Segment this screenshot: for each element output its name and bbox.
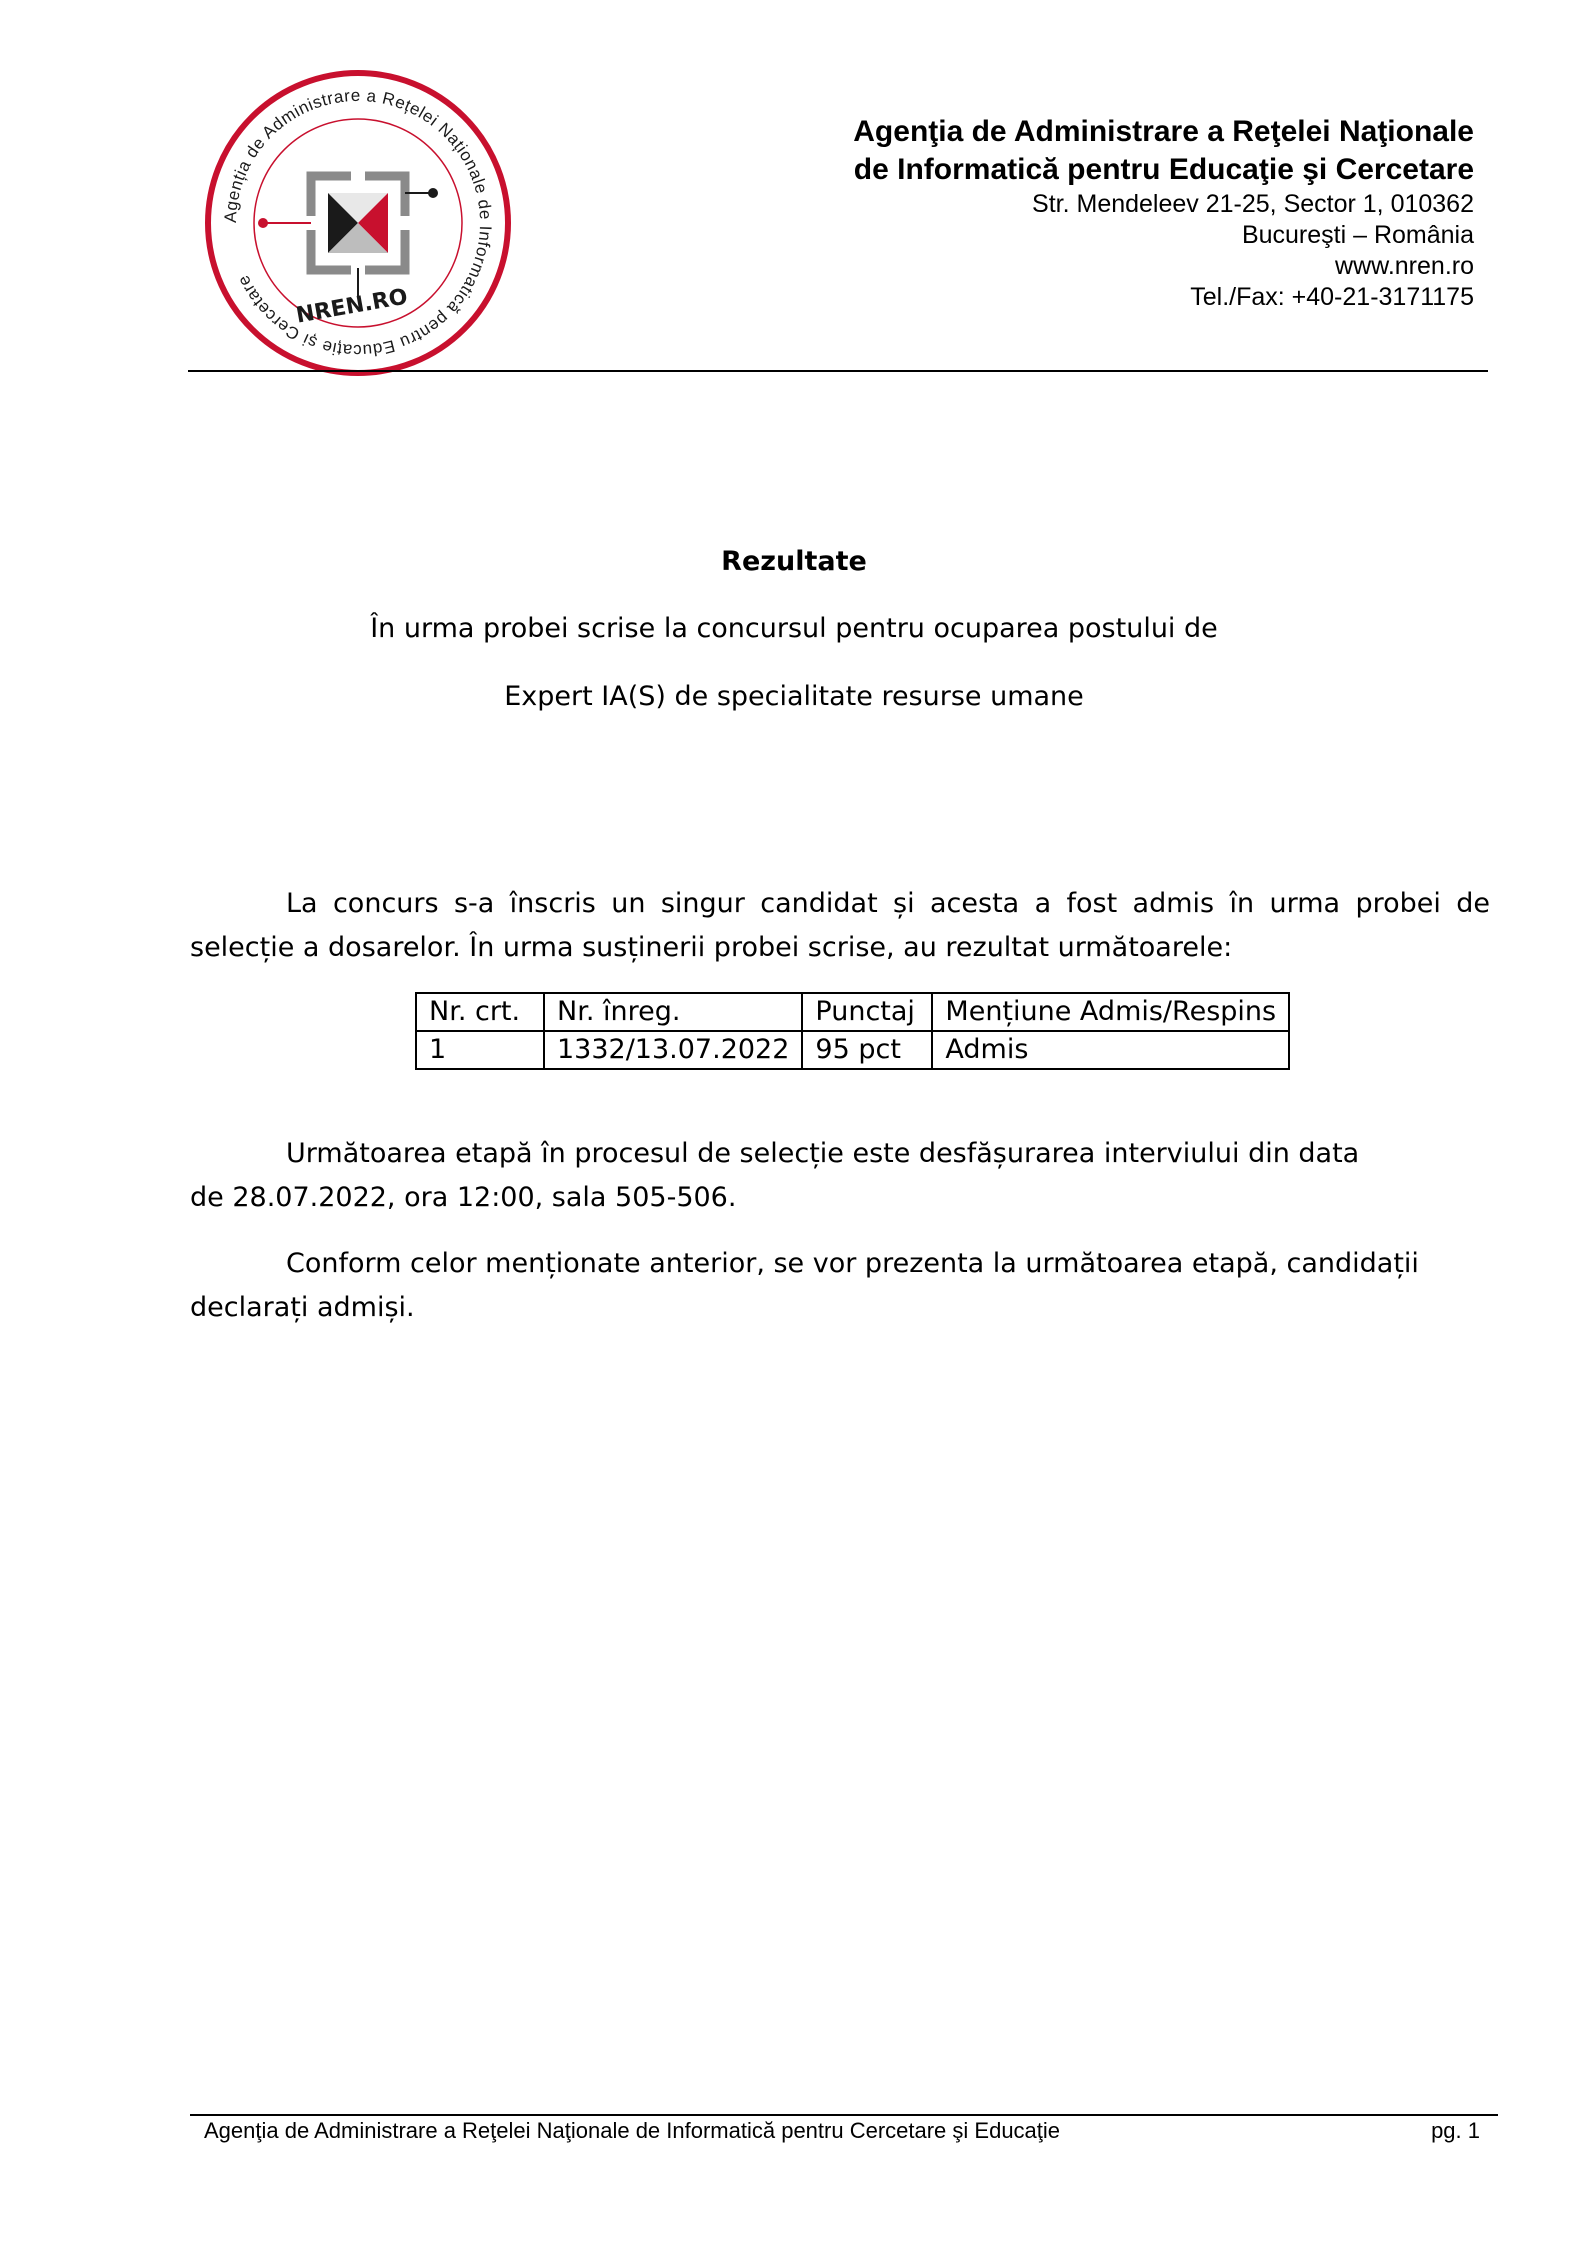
results-table — [415, 992, 1290, 1070]
paragraph-next-stage — [190, 1132, 1370, 1220]
organization-header — [714, 113, 1474, 313]
paragraph-intro-text: La concurs s-a înscris un singur candidat și acesta a fost admis în urma probei de selecție a dosarelor. În urma susținerii probei scrise, au rezultat următoarele: — [190, 888, 1490, 963]
org-name-line1: Agenţia de Administrare a Reţelei Naţionale — [853, 115, 1474, 148]
table-header-row — [416, 993, 1289, 1031]
header-cell-nr-inreg: Nr. înreg. — [544, 993, 802, 1031]
footer-divider — [190, 2114, 1498, 2116]
header-divider — [188, 370, 1488, 372]
document-subtitle-line1: În urma probei scrise la concursul pentru ocuparea postului de — [370, 613, 1218, 644]
header-cell-nr-crt: Nr. crt. — [416, 993, 544, 1031]
paragraph-conclusion — [190, 1242, 1430, 1330]
logo-center-text: NREN.RO — [294, 284, 410, 329]
document-subtitle-line2: Expert IA(S) de specialitate resurse umane — [504, 681, 1084, 712]
org-name-line2: de Informatică pentru Educaţie şi Cercetare — [853, 153, 1474, 186]
page-number: pg. 1 — [1431, 2118, 1480, 2143]
cell-mentiune: Admis — [932, 1031, 1289, 1069]
table-row — [416, 1031, 1289, 1069]
footer-org-name: Agenţia de Administrare a Reţelei Naţionale de Informatică pentru Cercetare şi Educaţie — [204, 2118, 1061, 2143]
header-cell-punctaj: Punctaj — [802, 993, 932, 1031]
header-cell-mentiune: Mențiune Admis/Respins — [932, 993, 1289, 1031]
paragraph-next-stage-text: Următoarea etapă în procesul de selecție este desfășurarea interviului din data de 28.07.2022, ora 12:00, sala 505-506. — [190, 1138, 1360, 1213]
org-website: www.nren.ro — [1335, 252, 1474, 280]
org-phone: Tel./Fax: +40-21-3171175 — [1190, 283, 1474, 311]
nren-logo — [203, 68, 513, 378]
paragraph-intro — [190, 882, 1490, 970]
paragraph-conclusion-text: Conform celor menționate anterior, se vor prezenta la următoarea etapă, candidații declarați admiși. — [190, 1248, 1419, 1323]
org-city: Bucureşti – România — [1241, 221, 1474, 249]
org-address: Str. Mendeleev 21-25, Sector 1, 010362 — [1032, 190, 1474, 218]
cell-punctaj: 95 pct — [802, 1031, 932, 1069]
logo-ring-text: Agenția de Administrare a Rețelei Naționale de Informatică pentru Educație și Cercetare — [220, 85, 496, 361]
cell-nr-inreg: 1332/13.07.2022 — [544, 1031, 802, 1069]
cell-nr-crt: 1 — [416, 1031, 544, 1069]
document-title: Rezultate — [721, 546, 867, 577]
